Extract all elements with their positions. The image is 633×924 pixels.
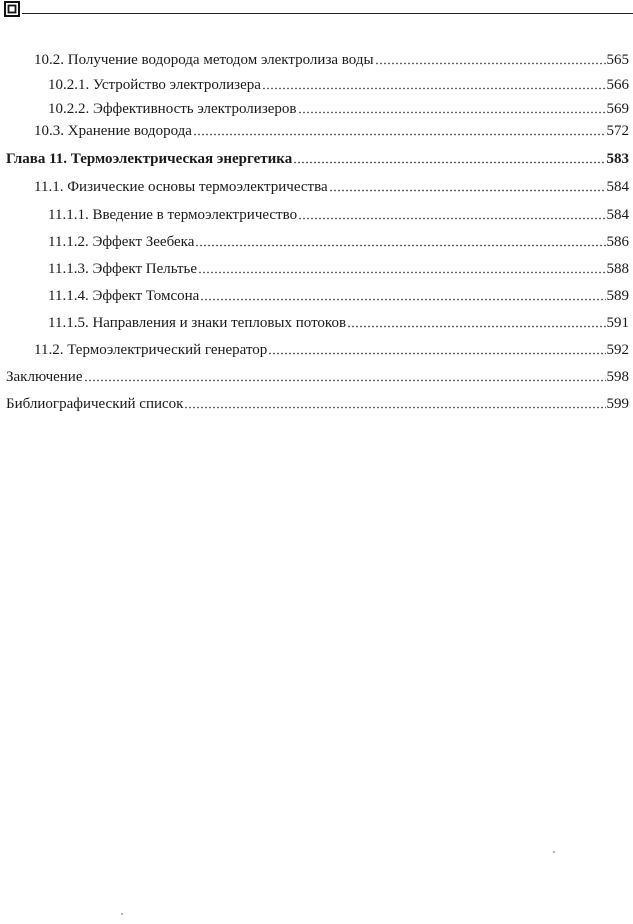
toc-dot-leader	[195, 244, 605, 247]
toc-entry[interactable]	[34, 339, 629, 359]
toc-entry-page: 584	[606, 179, 629, 195]
toc-entry-title: 11.1.1. Введение в термоэлектричество	[48, 207, 298, 223]
toc-entry[interactable]	[48, 231, 629, 251]
scan-speck	[121, 913, 123, 915]
toc-dot-leader	[268, 352, 605, 355]
toc-entry-page: 586	[606, 234, 629, 250]
toc-entry-title: 11.1.4. Эффект Томсона	[48, 288, 200, 304]
toc-entry-title: Заключение	[6, 369, 83, 385]
toc-dot-leader	[347, 325, 605, 328]
toc-entry[interactable]	[48, 204, 629, 224]
toc-chapter-entry[interactable]	[6, 148, 629, 168]
toc-entry-page: 591	[606, 315, 629, 331]
toc-entry-page: 598	[606, 369, 629, 385]
toc-dot-leader	[293, 161, 605, 164]
toc-entry-title: Глава 11. Термоэлектрическая энергетика	[6, 151, 293, 167]
header-rule	[22, 13, 633, 14]
toc-dot-leader	[262, 87, 606, 90]
toc-entry-page: 569	[606, 101, 629, 117]
toc-entry-page: 572	[606, 123, 629, 139]
toc-entry-page: 588	[606, 261, 629, 277]
toc-entry[interactable]	[48, 258, 629, 278]
toc-dot-leader	[200, 298, 605, 301]
toc-entry-title: Библиографический список	[6, 396, 184, 412]
toc-entry[interactable]	[6, 393, 629, 413]
toc-entry-page: 565	[606, 52, 629, 68]
toc-entry[interactable]	[34, 176, 629, 196]
toc-entry-title: 11.1.2. Эффект Зеебека	[48, 234, 195, 250]
toc-entry-title: 10.2. Получение водорода методом электролиза воды	[34, 52, 374, 68]
toc-entry-page: 589	[606, 288, 629, 304]
toc-entry-page: 583	[606, 151, 629, 167]
header-square-icon	[4, 1, 20, 17]
toc-dot-leader	[184, 406, 605, 409]
toc-entry-title: 10.2.2. Эффективность электролизеров	[48, 101, 297, 117]
toc-entry-title: 11.1.5. Направления и знаки тепловых потоков	[48, 315, 347, 331]
toc-entry[interactable]	[34, 120, 629, 140]
toc-entry[interactable]	[48, 285, 629, 305]
toc-dot-leader	[84, 379, 606, 382]
toc-entry[interactable]	[48, 312, 629, 332]
toc-dot-leader	[329, 189, 606, 192]
toc-entry[interactable]	[6, 366, 629, 386]
toc-entry-title: 11.1. Физические основы термоэлектричества	[34, 179, 328, 195]
toc-entry-page: 592	[606, 342, 629, 358]
toc-dot-leader	[193, 133, 606, 136]
toc-entry-title: 11.1.3. Эффект Пельтье	[48, 261, 198, 277]
toc-entry-page: 599	[606, 396, 629, 412]
toc-entry-page: 584	[606, 207, 629, 223]
toc-entry[interactable]	[34, 49, 629, 69]
toc-dot-leader	[298, 111, 606, 114]
scan-speck	[553, 851, 555, 853]
toc-entry-title: 10.3. Хранение водорода	[34, 123, 192, 139]
toc-entry-title: 10.2.1. Устройство электролизера	[48, 77, 261, 93]
toc-dot-leader	[298, 217, 605, 220]
toc-entry[interactable]	[48, 74, 629, 94]
toc-entry[interactable]	[48, 98, 629, 118]
toc-dot-leader	[198, 271, 605, 274]
toc-entry-page: 566	[606, 77, 629, 93]
toc-entry-title: 11.2. Термоэлектрический генератор	[34, 342, 268, 358]
toc-dot-leader	[375, 62, 606, 65]
